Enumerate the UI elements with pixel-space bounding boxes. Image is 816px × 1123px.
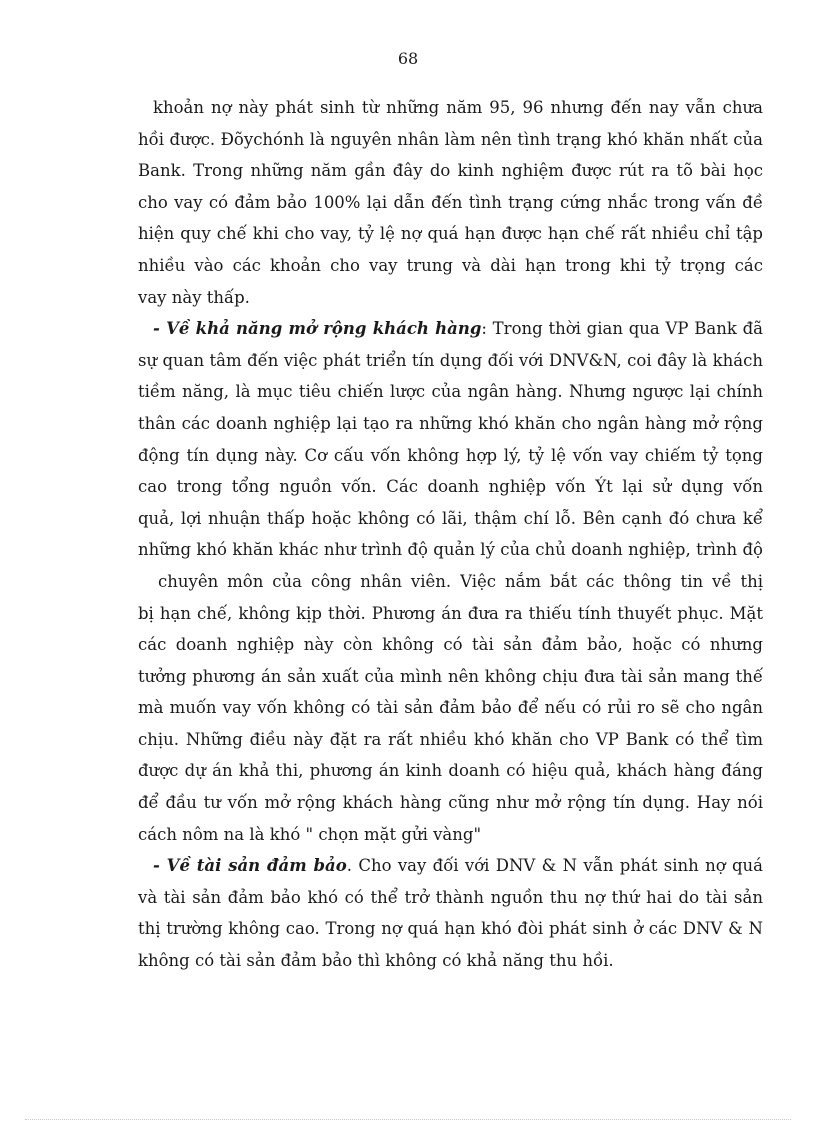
section-heading: Về tài sản đảm bảo (166, 856, 347, 876)
heading-line-rest: : Trong thời gian qua VP Bank đã (481, 319, 763, 339)
text-line: bị hạn chế, không kịp thời. Phương án đưa ra thiếu tính thuyết phục. Mặt (138, 603, 763, 623)
text-line: và tài sản đảm bảo khó có thể trở thành nguồn thu nợ thứ hai do tài sản (138, 887, 763, 907)
section-heading-line (153, 313, 763, 345)
text-line: cách nôm na là khó " chọn mặt gửi vàng" (138, 824, 482, 844)
text-line: hồi được. Đõychónh là nguyên nhân làm nên tình trạng khó khăn nhất của (138, 129, 763, 149)
text-line: hiện quy chế khi cho vay, tỷ lệ nợ quá hạn được hạn chế rất nhiều chỉ tập (138, 224, 763, 244)
text-line: những khó khăn khác như trình độ quản lý của chủ doanh nghiệp, trình độ (138, 540, 763, 560)
text-line: động tín dụng này. Cơ cấu vốn không hợp lý, tỷ lệ vốn vay chiếm tỷ tọng (138, 445, 763, 465)
heading-dash: - (153, 319, 167, 339)
heading-dash: - (153, 856, 167, 876)
footer-divider (25, 1119, 791, 1120)
text-line: Bank. Trong những năm gần đây do kinh nghiệm được rút ra tõ bài học (138, 161, 763, 181)
text-line: cho vay có đảm bảo 100% lại dẫn đến tình trạng cứng nhắc trong vấn đề (138, 192, 763, 212)
text-line: thân các doanh nghiệp lại tạo ra những khó khăn cho ngân hàng mở rộng (138, 413, 763, 433)
text-line: vay này thấp. (138, 287, 250, 307)
text-line: khoản nợ này phát sinh từ những năm 95, 96 nhưng đến nay vẫn chưa (153, 98, 763, 117)
text-line: để đầu tư vốn mở rộng khách hàng cũng như mở rộng tín dụng. Hay nói (138, 793, 763, 813)
text-line: mà muốn vay vốn không có tài sản đảm bảo để nếu có rủi ro sẽ cho ngân (138, 698, 763, 718)
text-line: nhiều vào các khoản cho vay trung và dài hạn trong khi tỷ trọng các (138, 255, 763, 275)
page-number: 68 (397, 49, 419, 68)
text-line: quả, lợi nhuận thấp hoặc không có lãi, thậm chí lỗ. Bên cạnh đó chưa kể (138, 508, 763, 528)
text-line: các doanh nghiệp này còn không có tài sản đảm bảo, hoặc có nhưng (138, 635, 763, 655)
section-heading-line (153, 850, 763, 882)
text-line: không có tài sản đảm bảo thì không có khả năng thu hồi. (138, 951, 614, 971)
text-line: tưởng phương án sản xuất của mình nên không chịu đưa tài sản mang thế (138, 666, 763, 686)
text-line: thị trường không cao. Trong nợ quá hạn khó đòi phát sinh ở các DNV & N (138, 919, 763, 939)
text-line: chịu. Những điều này đặt ra rất nhiều khó khăn cho VP Bank có thể tìm (138, 729, 763, 749)
section-heading: Về khả năng mở rộng khách hàng (166, 319, 482, 339)
text-line: cao trong tổng nguồn vốn. Các doanh nghiệp vốn Ýt lại sử dụng vốn (138, 477, 763, 497)
text-line: được dự án khả thi, phương án kinh doanh có hiệu quả, khách hàng đáng (138, 761, 763, 781)
text-line: sự quan tâm đến việc phát triển tín dụng đối với DNV&N, coi đây là khách (138, 350, 763, 370)
text-line: tiềm năng, là mục tiêu chiến lược của ngân hàng. Nhưng ngược lại chính (138, 382, 763, 402)
heading-line-rest: . Cho vay đối với DNV & N vẫn phát sinh nợ quá (346, 856, 763, 876)
text-line: chuyên môn của công nhân viên. Việc nắm bắt các thông tin về thị (158, 571, 763, 591)
body-text (138, 92, 763, 977)
